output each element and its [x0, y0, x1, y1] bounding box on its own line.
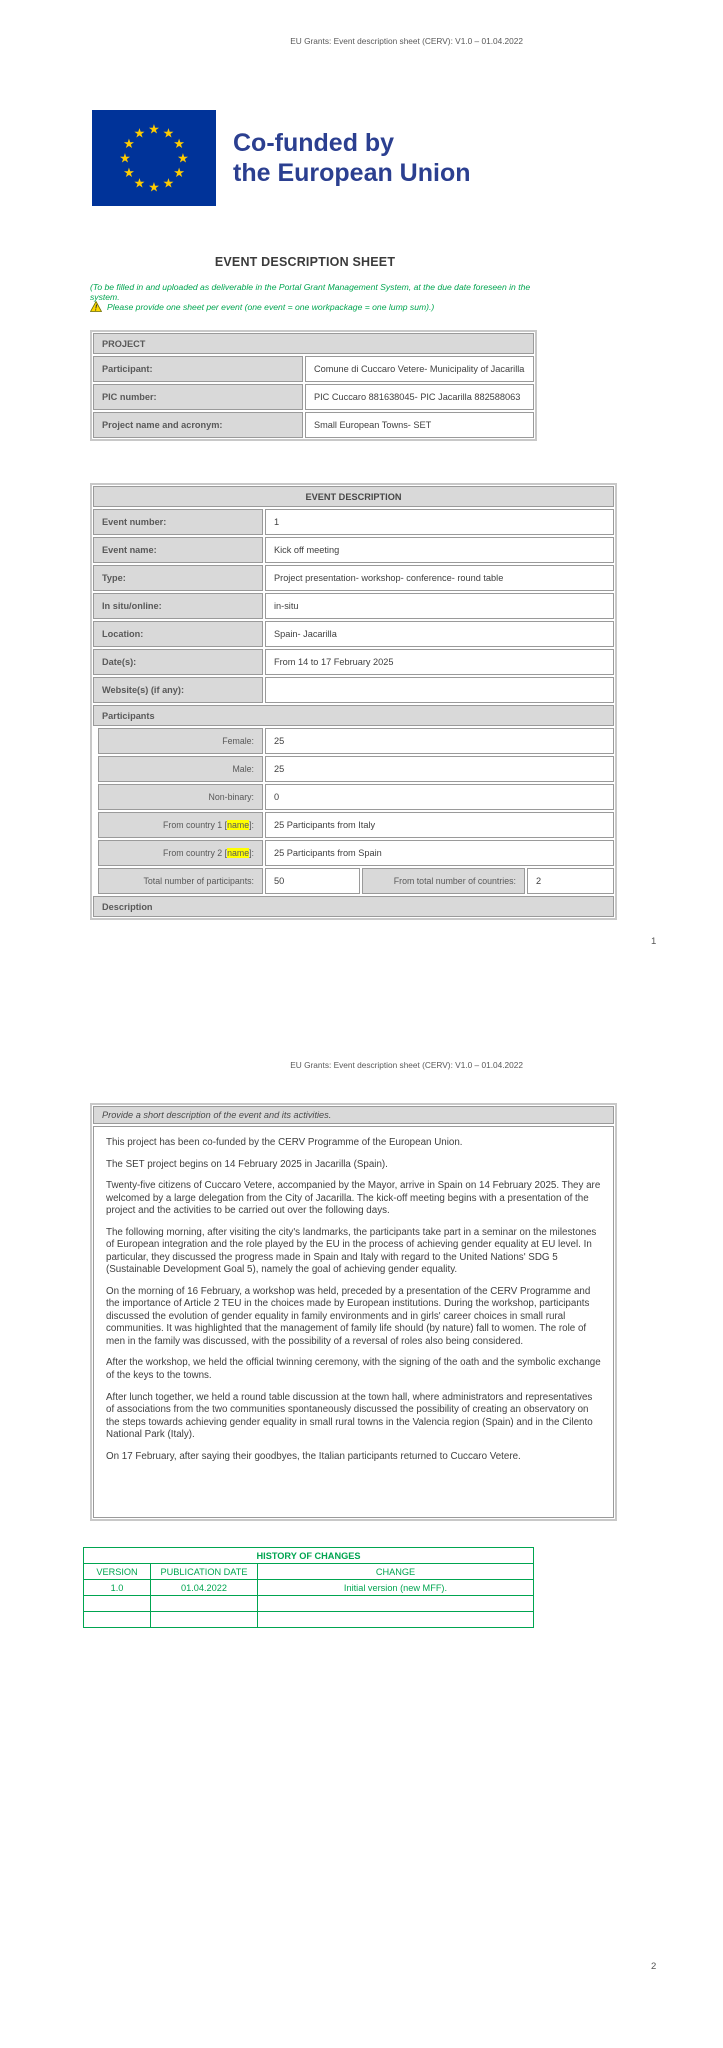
table-row	[93, 840, 614, 866]
description-paragraph: After the workshop, we held the official twinning ceremony, with the signing of the oath and the symbolic exchange of the keys to the towns.	[106, 1357, 601, 1381]
websites-value	[265, 677, 614, 703]
from-country-1-pre: From country 1 [	[163, 820, 228, 830]
event-number-label: Event number:	[93, 509, 263, 535]
svg-text:★: ★	[133, 126, 146, 142]
change-cell: Initial version (new MFF).	[258, 1580, 534, 1596]
col-change: CHANGE	[258, 1564, 534, 1580]
history-title: HISTORY OF CHANGES	[84, 1548, 534, 1564]
description-header-row	[93, 896, 614, 917]
dates-label: Date(s):	[93, 649, 263, 675]
event-name-label: Event name:	[93, 537, 263, 563]
nonbinary-value: 0	[265, 784, 614, 810]
event-name-value: Kick off meeting	[265, 537, 614, 563]
svg-text:★: ★	[177, 151, 189, 167]
from-country-2-label	[98, 840, 263, 866]
from-country-1-post: ]:	[249, 820, 254, 830]
participants-header-row	[93, 705, 614, 726]
col-version: VERSION	[84, 1564, 151, 1580]
event-description-table	[90, 483, 617, 920]
page-number-2: 2	[651, 1961, 657, 1972]
col-publication-date: PUBLICATION DATE	[151, 1564, 258, 1580]
description-header: Description	[93, 896, 614, 917]
table-row	[93, 509, 614, 535]
from-country-2-post: ]:	[249, 848, 254, 858]
nonbinary-label: Non-binary:	[98, 784, 263, 810]
dates-value: From 14 to 17 February 2025	[265, 649, 614, 675]
table-row	[93, 356, 534, 382]
table-row	[93, 537, 614, 563]
table-row	[93, 812, 614, 838]
from-country-1-value: 25 Participants from Italy	[265, 812, 614, 838]
event-description-header: EVENT DESCRIPTION	[93, 486, 614, 507]
websites-label: Website(s) (if any):	[93, 677, 263, 703]
description-paragraph: Twenty-five citizens of Cuccaro Vetere, accompanied by the Mayor, arrive in Spain on 14 February 2025. They are welcomed by a large delegation from the City of Jacarilla. The kick-off meeting begins with a presentation of the project and the activities to be carried out over the following days.	[106, 1180, 601, 1217]
description-paragraph: After lunch together, we held a round table discussion at the town hall, where administrators and representatives of associations from the two communities spontaneously discussed the possibility of creating an observatory on the steps towards achieving gender equality in small rural towns in the Valencia region (Spain) and in the Cilento National Park (Italy).	[106, 1391, 593, 1441]
instructions-line1: (To be filled in and uploaded as deliverable in the Portal Grant Management System, at the due date foreseen in the system.	[90, 282, 531, 302]
total-countries-value: 2	[527, 868, 614, 894]
female-value: 25	[265, 728, 614, 754]
eu-logo-text	[233, 128, 471, 189]
event-description-text-box	[90, 1103, 617, 1521]
table-row	[93, 384, 534, 410]
eu-cofunded-logo	[92, 110, 471, 206]
total-participants-label: Total number of participants:	[98, 868, 263, 894]
publication-date-cell	[151, 1596, 258, 1612]
svg-text:★: ★	[162, 176, 175, 192]
male-label: Male:	[98, 756, 263, 782]
insitu-online-label: In situ/online:	[93, 593, 263, 619]
page-number-1: 1	[651, 936, 657, 947]
warning-icon	[90, 301, 102, 312]
location-value: Spain- Jacarilla	[265, 621, 614, 647]
pic-number-label: PIC number:	[93, 384, 303, 410]
from-country-2-value: 25 Participants from Spain	[265, 840, 614, 866]
description-paragraph: On the morning of 16 February, a workshop was held, preceded by a presentation of the CERV Programme and the importance of Article 2 TEU in the choices made by European institutions. During the workshop, participants discussed the evolution of gender equality in family environments and in girls' career choices in small rural communities. It was highlighted that the management of family life should (by nature) fall to women. The role of men in the family was discussed, with the possibility of a reversal of roles also being considered.	[106, 1285, 591, 1347]
location-label: Location:	[93, 621, 263, 647]
svg-text:★: ★	[173, 137, 185, 152]
version-cell	[84, 1612, 151, 1628]
description-content	[93, 1126, 614, 1518]
history-of-changes-table	[83, 1547, 534, 1628]
project-name-value: Small European Towns- SET	[305, 412, 534, 438]
page2-header-meta: EU Grants: Event description sheet (CERV): V1.0 – 01.04.2022	[290, 1060, 523, 1070]
history-title-row	[84, 1548, 534, 1564]
pic-number-value: PIC Cuccaro 881638045- PIC Jacarilla 882588063	[305, 384, 534, 410]
total-countries-label: From total number of countries:	[362, 868, 525, 894]
event-header-row	[93, 486, 614, 507]
project-header: PROJECT	[93, 333, 534, 354]
from-country-2-pre: From country 2 [	[163, 848, 228, 858]
publication-date-cell	[151, 1612, 258, 1628]
change-cell	[258, 1596, 534, 1612]
participants-header: Participants	[93, 705, 614, 726]
history-row	[84, 1580, 534, 1596]
male-value: 25	[265, 756, 614, 782]
svg-text:★: ★	[162, 126, 175, 142]
svg-text:★: ★	[123, 137, 135, 152]
change-cell	[258, 1612, 534, 1628]
logo-line2: the European Union	[233, 159, 471, 187]
project-table	[90, 330, 537, 441]
table-row	[93, 565, 614, 591]
table-row	[93, 728, 614, 754]
svg-text:★: ★	[123, 166, 135, 181]
table-row	[93, 593, 614, 619]
version-cell: 1.0	[84, 1580, 151, 1596]
table-row	[93, 412, 534, 438]
description-paragraph: This project has been co-funded by the CERV Programme of the European Union.	[106, 1137, 463, 1148]
type-label: Type:	[93, 565, 263, 591]
participant-value: Comune di Cuccaro Vetere- Municipality of Jacarilla	[305, 356, 534, 382]
from-country-1-label	[98, 812, 263, 838]
svg-text:★: ★	[148, 122, 160, 138]
svg-text:!: !	[94, 303, 98, 312]
participant-label: Participant:	[93, 356, 303, 382]
description-paragraph: The following morning, after visiting the city's landmarks, the participants take part in a seminar on the milestones of European integration and the role played by the EU in the process of achieving gender equality at EU level. In particular, they discussed the progress made in Spain and Italy with regard to the United Nations' SDG 5 (Sustainable Development Goal 5), namely the goal of achieving gender equality.	[106, 1226, 597, 1276]
logo-line1: Co-funded by	[233, 128, 395, 157]
svg-text:★: ★	[148, 180, 160, 196]
table-row	[93, 621, 614, 647]
totals-row	[93, 868, 614, 894]
description-content-row	[93, 1126, 614, 1518]
description-paragraph: The SET project begins on 14 February 2025 in Jacarilla (Spain).	[106, 1158, 388, 1170]
page-title: EVENT DESCRIPTION SHEET	[214, 255, 396, 269]
instructions-line2-text: Please provide one sheet per event (one event = one workpackage = one lump sum).)	[107, 301, 435, 312]
eu-flag-icon	[92, 110, 216, 206]
insitu-online-value: in-situ	[265, 593, 614, 619]
event-number-value: 1	[265, 509, 614, 535]
description-note: Provide a short description of the event and its activities.	[93, 1106, 614, 1124]
name-highlight: name	[227, 820, 250, 830]
type-value: Project presentation- workshop- conference- round table	[265, 565, 614, 591]
instructions-line2	[90, 301, 434, 312]
name-highlight: name	[227, 848, 250, 858]
version-cell	[84, 1596, 151, 1612]
publication-date-cell: 01.04.2022	[151, 1580, 258, 1596]
total-participants-value: 50	[265, 868, 360, 894]
svg-text:★: ★	[173, 166, 185, 181]
project-name-label: Project name and acronym:	[93, 412, 303, 438]
svg-text:★: ★	[119, 151, 131, 167]
svg-text:★: ★	[133, 176, 146, 192]
table-row	[93, 784, 614, 810]
history-row	[84, 1612, 534, 1628]
female-label: Female:	[98, 728, 263, 754]
project-header-row	[93, 333, 534, 354]
description-note-row	[93, 1106, 614, 1124]
table-row	[93, 649, 614, 675]
table-row	[93, 677, 614, 703]
history-header-row	[84, 1564, 534, 1580]
table-row	[93, 756, 614, 782]
page1-header-meta: EU Grants: Event description sheet (CERV): V1.0 – 01.04.2022	[290, 36, 523, 46]
history-row	[84, 1596, 534, 1612]
description-paragraph: On 17 February, after saying their goodbyes, the Italian participants returned to Cuccaro Vetere.	[106, 1450, 521, 1462]
